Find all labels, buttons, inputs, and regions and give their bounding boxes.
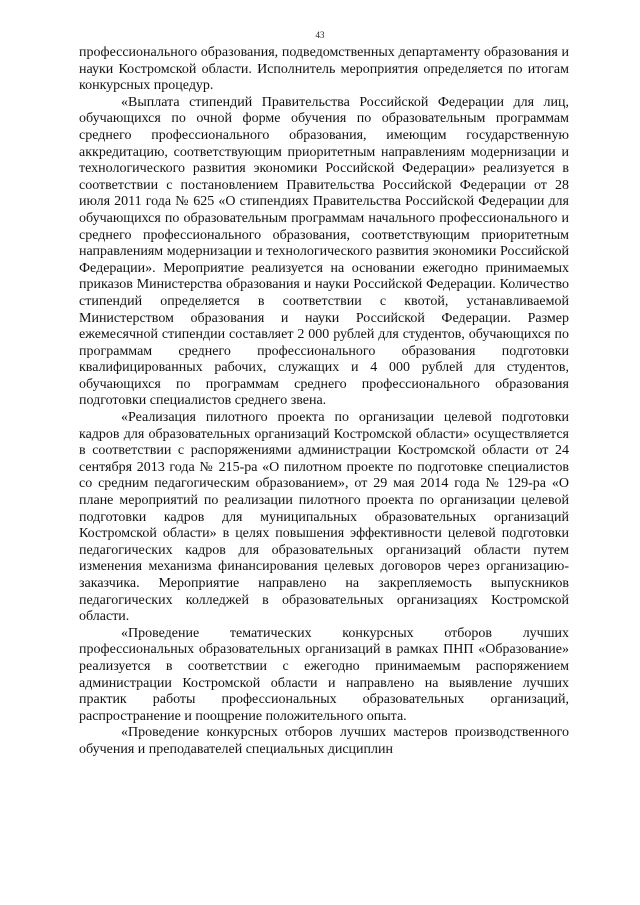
paragraph-continuation: профессионального образования, подведомственных департаменту образования и науки Костромской области. Исполнитель мероприятия определяется по итогам конкурсных процедур. <box>79 45 569 94</box>
page-number: 43 <box>315 30 325 40</box>
paragraph-masters-contests: «Проведение конкурсных отборов лучших мастеров производственного обучения и преподавателей специальных дисциплин <box>79 725 569 757</box>
page-body <box>79 45 569 759</box>
paragraph-pilot-project: «Реализация пилотного проекта по организации целевой подготовки кадров для образовательных организаций Костромской области» осуществляется в соответствии с распоряжениями администрации Костромской области от 24 сентября 2013 года № 215-ра «О пилотном проекте по подготовке специалистов со средним педагогическим образованием», от 29 мая 2014 года № 129-ра «О плане мероприятий по реализации пилотного проекта по организации целевой подготовки кадров для муниципальных образовательных организаций Костромской области» в целях повышения эффективности целевой подготовки педагогических кадров для образовательных организаций области путем изменения механизма финансирования целевых договоров через организацию-заказчика. Мероприятие направлено на закрепляемость выпускников педагогических колледжей в образовательных организациях Костромской области. <box>79 410 569 625</box>
paragraph-thematic-contests: «Проведение тематических конкурсных отборов лучших профессиональных образовательных организаций в рамках ПНП «Образование» реализуется в соответствии с ежегодно принимаемым распоряжением администрации Костромской области и направлено на выявление лучших практик работы профессиональных образовательных организаций, распространение и поощрение положительного опыта. <box>79 625 569 724</box>
paragraph-stipends: «Выплата стипендий Правительства Российской Федерации для лиц, обучающихся по очной форме обучения по образовательным программам среднего профессионального образования, имеющим государственную аккредитацию, соответствующим приоритетным направлениям модернизации и технологического развития экономики Российской Федерации» реализуется в соответствии с постановлением Правительства Российской Федерации от 28 июля 2011 года № 625 «О стипендиях Правительства Российской Федерации для обучающихся по образовательным программам начального профессионального и среднего профессионального образования, соответствующим приоритетным направлениям модернизации и технологического развития экономики Российской Федерации». Мероприятие реализуется на основании ежегодно принимаемых приказов Министерства образования и науки Российской Федерации. Количество стипендий определяется в соответствии с квотой, устанавливаемой Министерством образования и науки Российской Федерации. Размер ежемесячной стипендии составляет 2 000 рублей для студентов, обучающихся по программам среднего профессионального образования подготовки квалифицированных рабочих, служащих и 4 000 рублей для студентов, обучающихся по программам среднего профессионального образования подготовки специалистов среднего звена. <box>79 94 569 409</box>
